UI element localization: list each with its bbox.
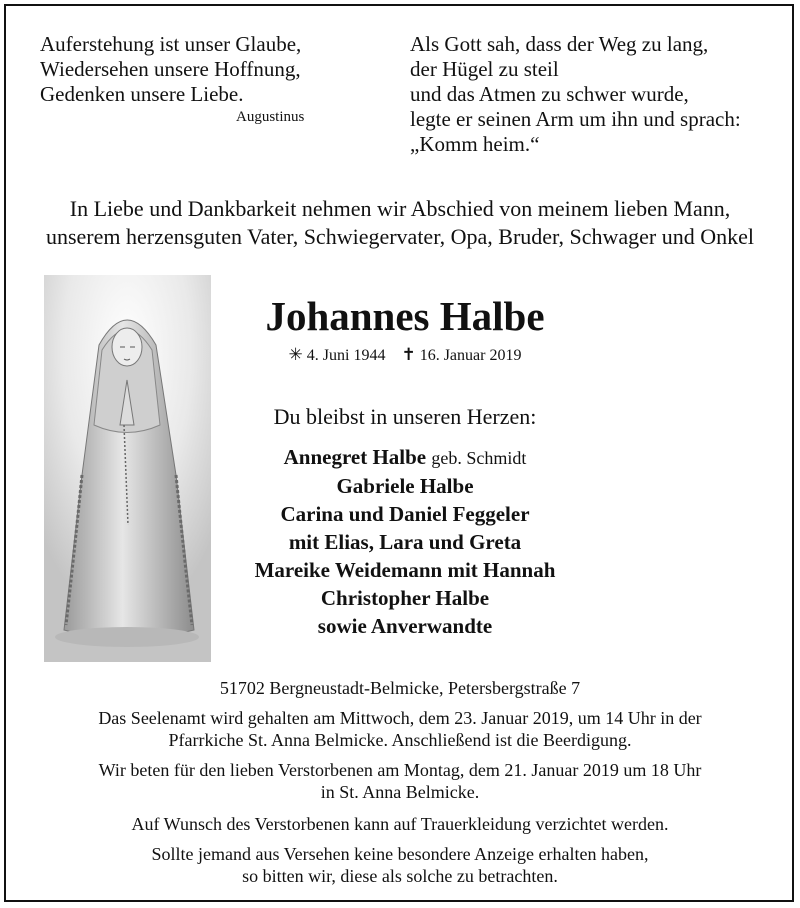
death-date: 16. Januar 2019 [419,347,522,364]
poem-left-line: Wiedersehen unsere Hoffnung, [40,57,301,81]
death-cross-icon: ✝ [401,345,416,364]
poem-left-line: Gedenken unsere Liebe. [40,82,244,106]
mourning-attire-note: Auf Wunsch des Verstorbenen kann auf Trauerkleidung verzichtet werden. [131,814,669,834]
family-member: Mareike Weidemann mit Hannah [254,558,556,582]
closing-line: so bitten wir, diese als solche zu betrachten. [242,866,558,886]
deceased-name: Johannes Halbe [265,293,545,339]
poem-author: Augustinus [236,109,305,125]
poem-right-line: Als Gott sah, dass der Weg zu lang, [410,32,709,56]
poem-right-line: und das Atmen zu schwer wurde, [410,82,689,106]
family-member: sowie Anverwandte [317,614,493,638]
family-member: mit Elias, Lara und Greta [288,530,522,554]
intro-line: unserem herzensguten Vater, Schwiegervater, Opa, Bruder, Schwager und Onkel [45,224,755,249]
poem-right [410,32,741,157]
maiden-name-note: geb. Schmidt [431,448,527,468]
intro-text [0,195,800,251]
family-member: Gabriele Halbe [336,474,474,498]
poem-left-line: Auferstehung ist unser Glaube, [40,32,302,56]
poem-right-line: legte er seinen Arm um ihn und sprach: [410,107,741,131]
requiem-info [0,707,800,751]
madonna-figure-image [44,275,211,662]
poem-left [40,32,301,107]
address: 51702 Bergneustadt-Belmicke, Petersbergstraße 7 [219,678,581,698]
poem-right-line: der Hügel zu steil [410,57,559,81]
birth-star-icon: ✳ [288,345,303,364]
birth-date: 4. Juni 1944 [306,347,386,364]
life-dates [200,345,610,365]
family-member-name: Annegret Halbe [283,445,427,469]
remembrance-line: Du bleibst in unseren Herzen: [273,404,537,429]
prayer-info [0,759,800,803]
poem-right-line: „Komm heim.“ [410,132,540,156]
family-member: Carina und Daniel Feggeler [280,502,530,526]
family-list [200,443,610,640]
requiem-line: Pfarrkiche St. Anna Belmicke. Anschließend ist die Beerdigung. [168,730,632,750]
prayer-line: Wir beten für den lieben Verstorbenen am Montag, dem 21. Januar 2019 um 18 Uhr [98,760,702,780]
closing-line: Sollte jemand aus Versehen keine besondere Anzeige erhalten haben, [151,844,649,864]
intro-line: In Liebe und Dankbarkeit nehmen wir Abschied von meinem lieben Mann, [69,196,731,221]
requiem-line: Das Seelenamt wird gehalten am Mittwoch, dem 23. Januar 2019, um 14 Uhr in der [98,708,702,728]
family-member: Christopher Halbe [320,586,490,610]
family-member [200,443,610,472]
closing-note [0,843,800,887]
prayer-line: in St. Anna Belmicke. [320,782,480,802]
